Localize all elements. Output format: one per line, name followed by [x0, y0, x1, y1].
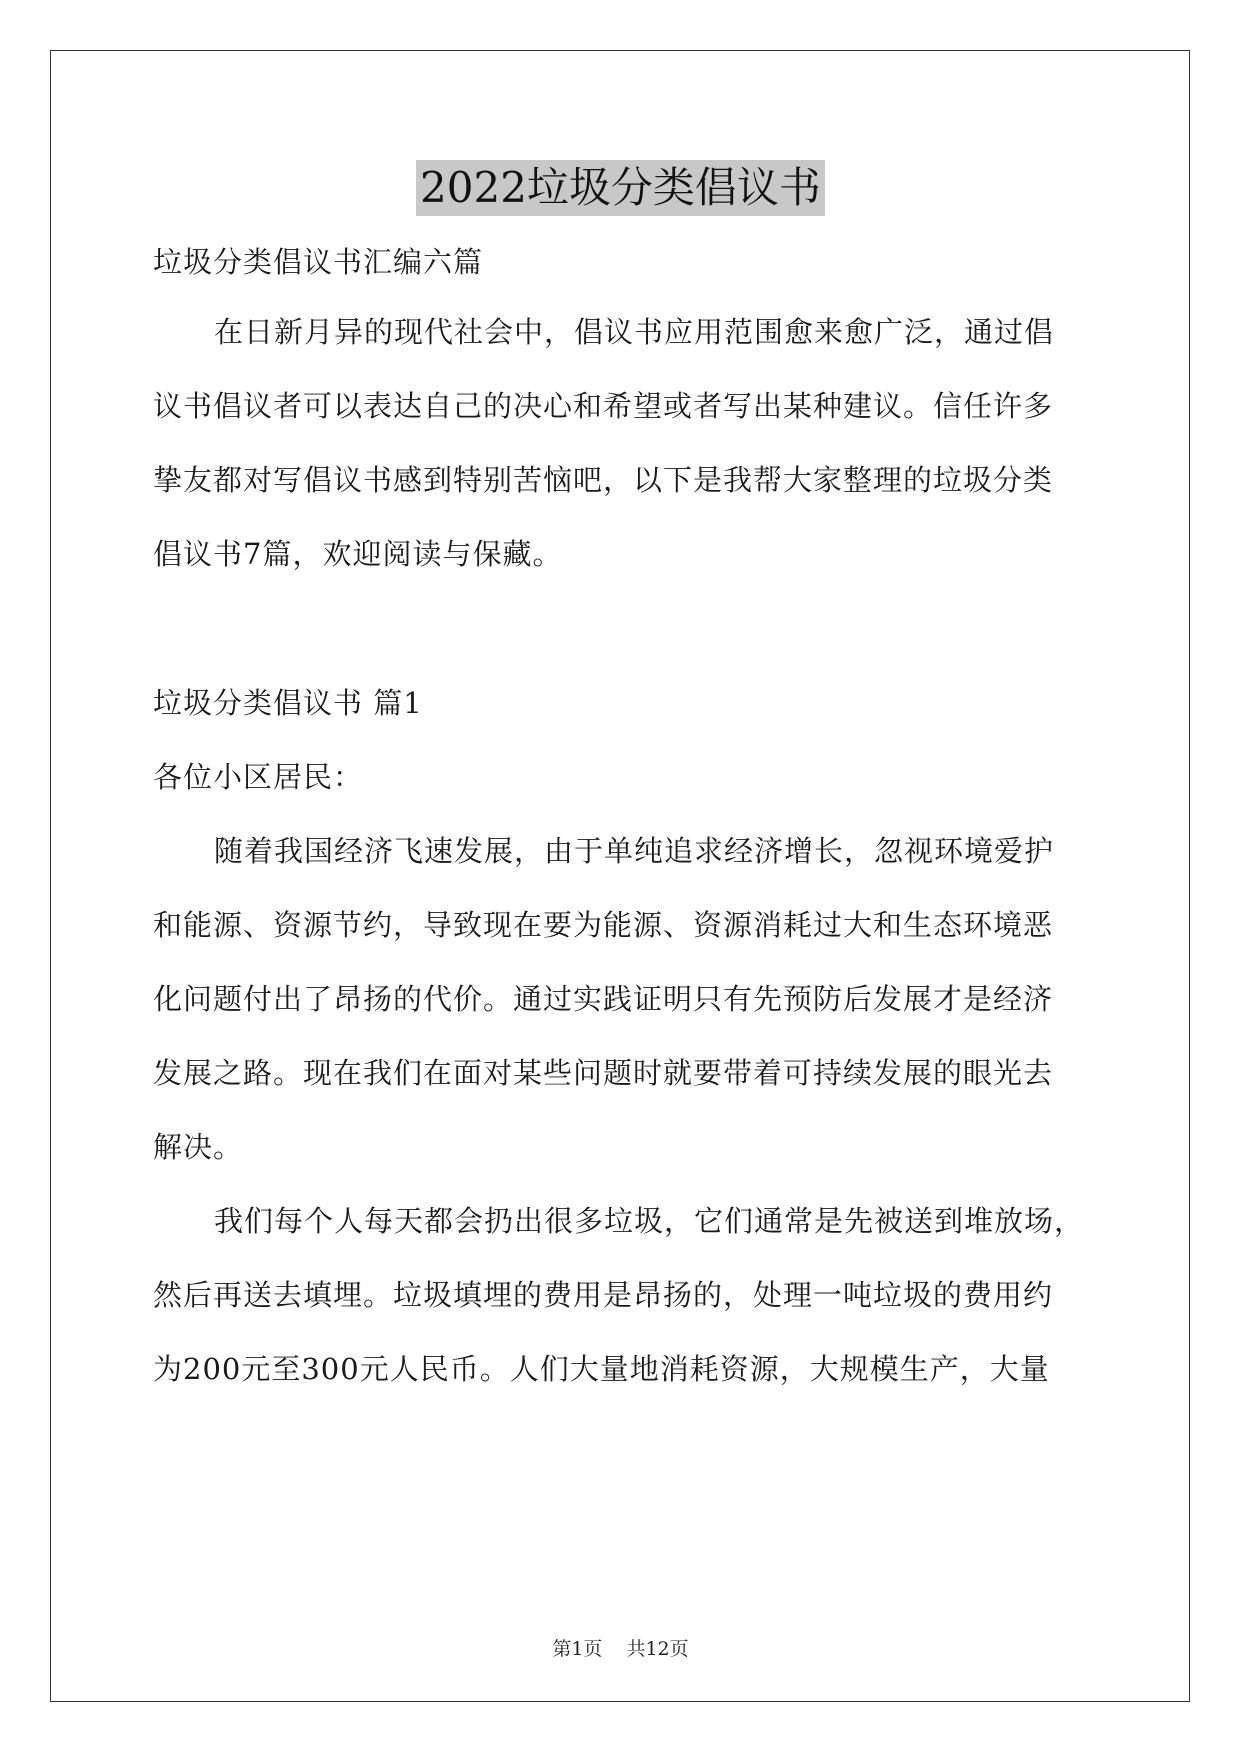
- paragraph-line: 在日新月异的现代社会中，倡议书应用范围愈来愈广泛，通过倡: [214, 315, 1055, 349]
- paragraph-line: 然后再送去填埋。垃圾填埋的费用是昂扬的，处理一吨垃圾的费用约: [153, 1278, 1054, 1312]
- paragraph-line: 议书倡议者可以表达自己的决心和希望或者写出某种建议。信任许多: [153, 389, 1054, 423]
- paragraph-line: 我们每个人每天都会扔出很多垃圾，它们通常是先被送到堆放场，: [214, 1204, 1085, 1238]
- page-border: [50, 50, 1190, 1702]
- paragraph-line: 化问题付出了昂扬的代价。通过实践证明只有先预防后发展才是经济: [153, 982, 1054, 1016]
- paragraph-line: 挚友都对写倡议书感到特别苦恼吧，以下是我帮大家整理的垃圾分类: [153, 463, 1054, 497]
- paragraph-line: 发展之路。现在我们在面对某些问题时就要带着可持续发展的眼光去: [153, 1056, 1054, 1090]
- page-footer: [0, 1634, 1241, 1661]
- subtitle-line: 垃圾分类倡议书汇编六篇: [153, 245, 484, 279]
- page-number-total: 共12页: [626, 1638, 689, 1660]
- page-number-current: 第1页: [552, 1638, 603, 1660]
- title-container: [0, 160, 1241, 216]
- document-title: 2022垃圾分类倡议书: [416, 160, 825, 216]
- paragraph-line: 为200元至300元人民币。人们大量地消耗资源，大规模生产，大量: [153, 1352, 1050, 1386]
- paragraph-line: 倡议书7篇，欢迎阅读与保藏。: [153, 537, 563, 571]
- salutation-line: 各位小区居民：: [153, 760, 364, 794]
- section-heading: 垃圾分类倡议书 篇1: [153, 686, 423, 720]
- paragraph-line: 解决。: [153, 1130, 244, 1164]
- paragraph-line: 和能源、资源节约，导致现在要为能源、资源消耗过大和生态环境恶: [153, 908, 1054, 942]
- paragraph-line: 随着我国经济飞速发展，由于单纯追求经济增长，忽视环境爱护: [214, 834, 1055, 868]
